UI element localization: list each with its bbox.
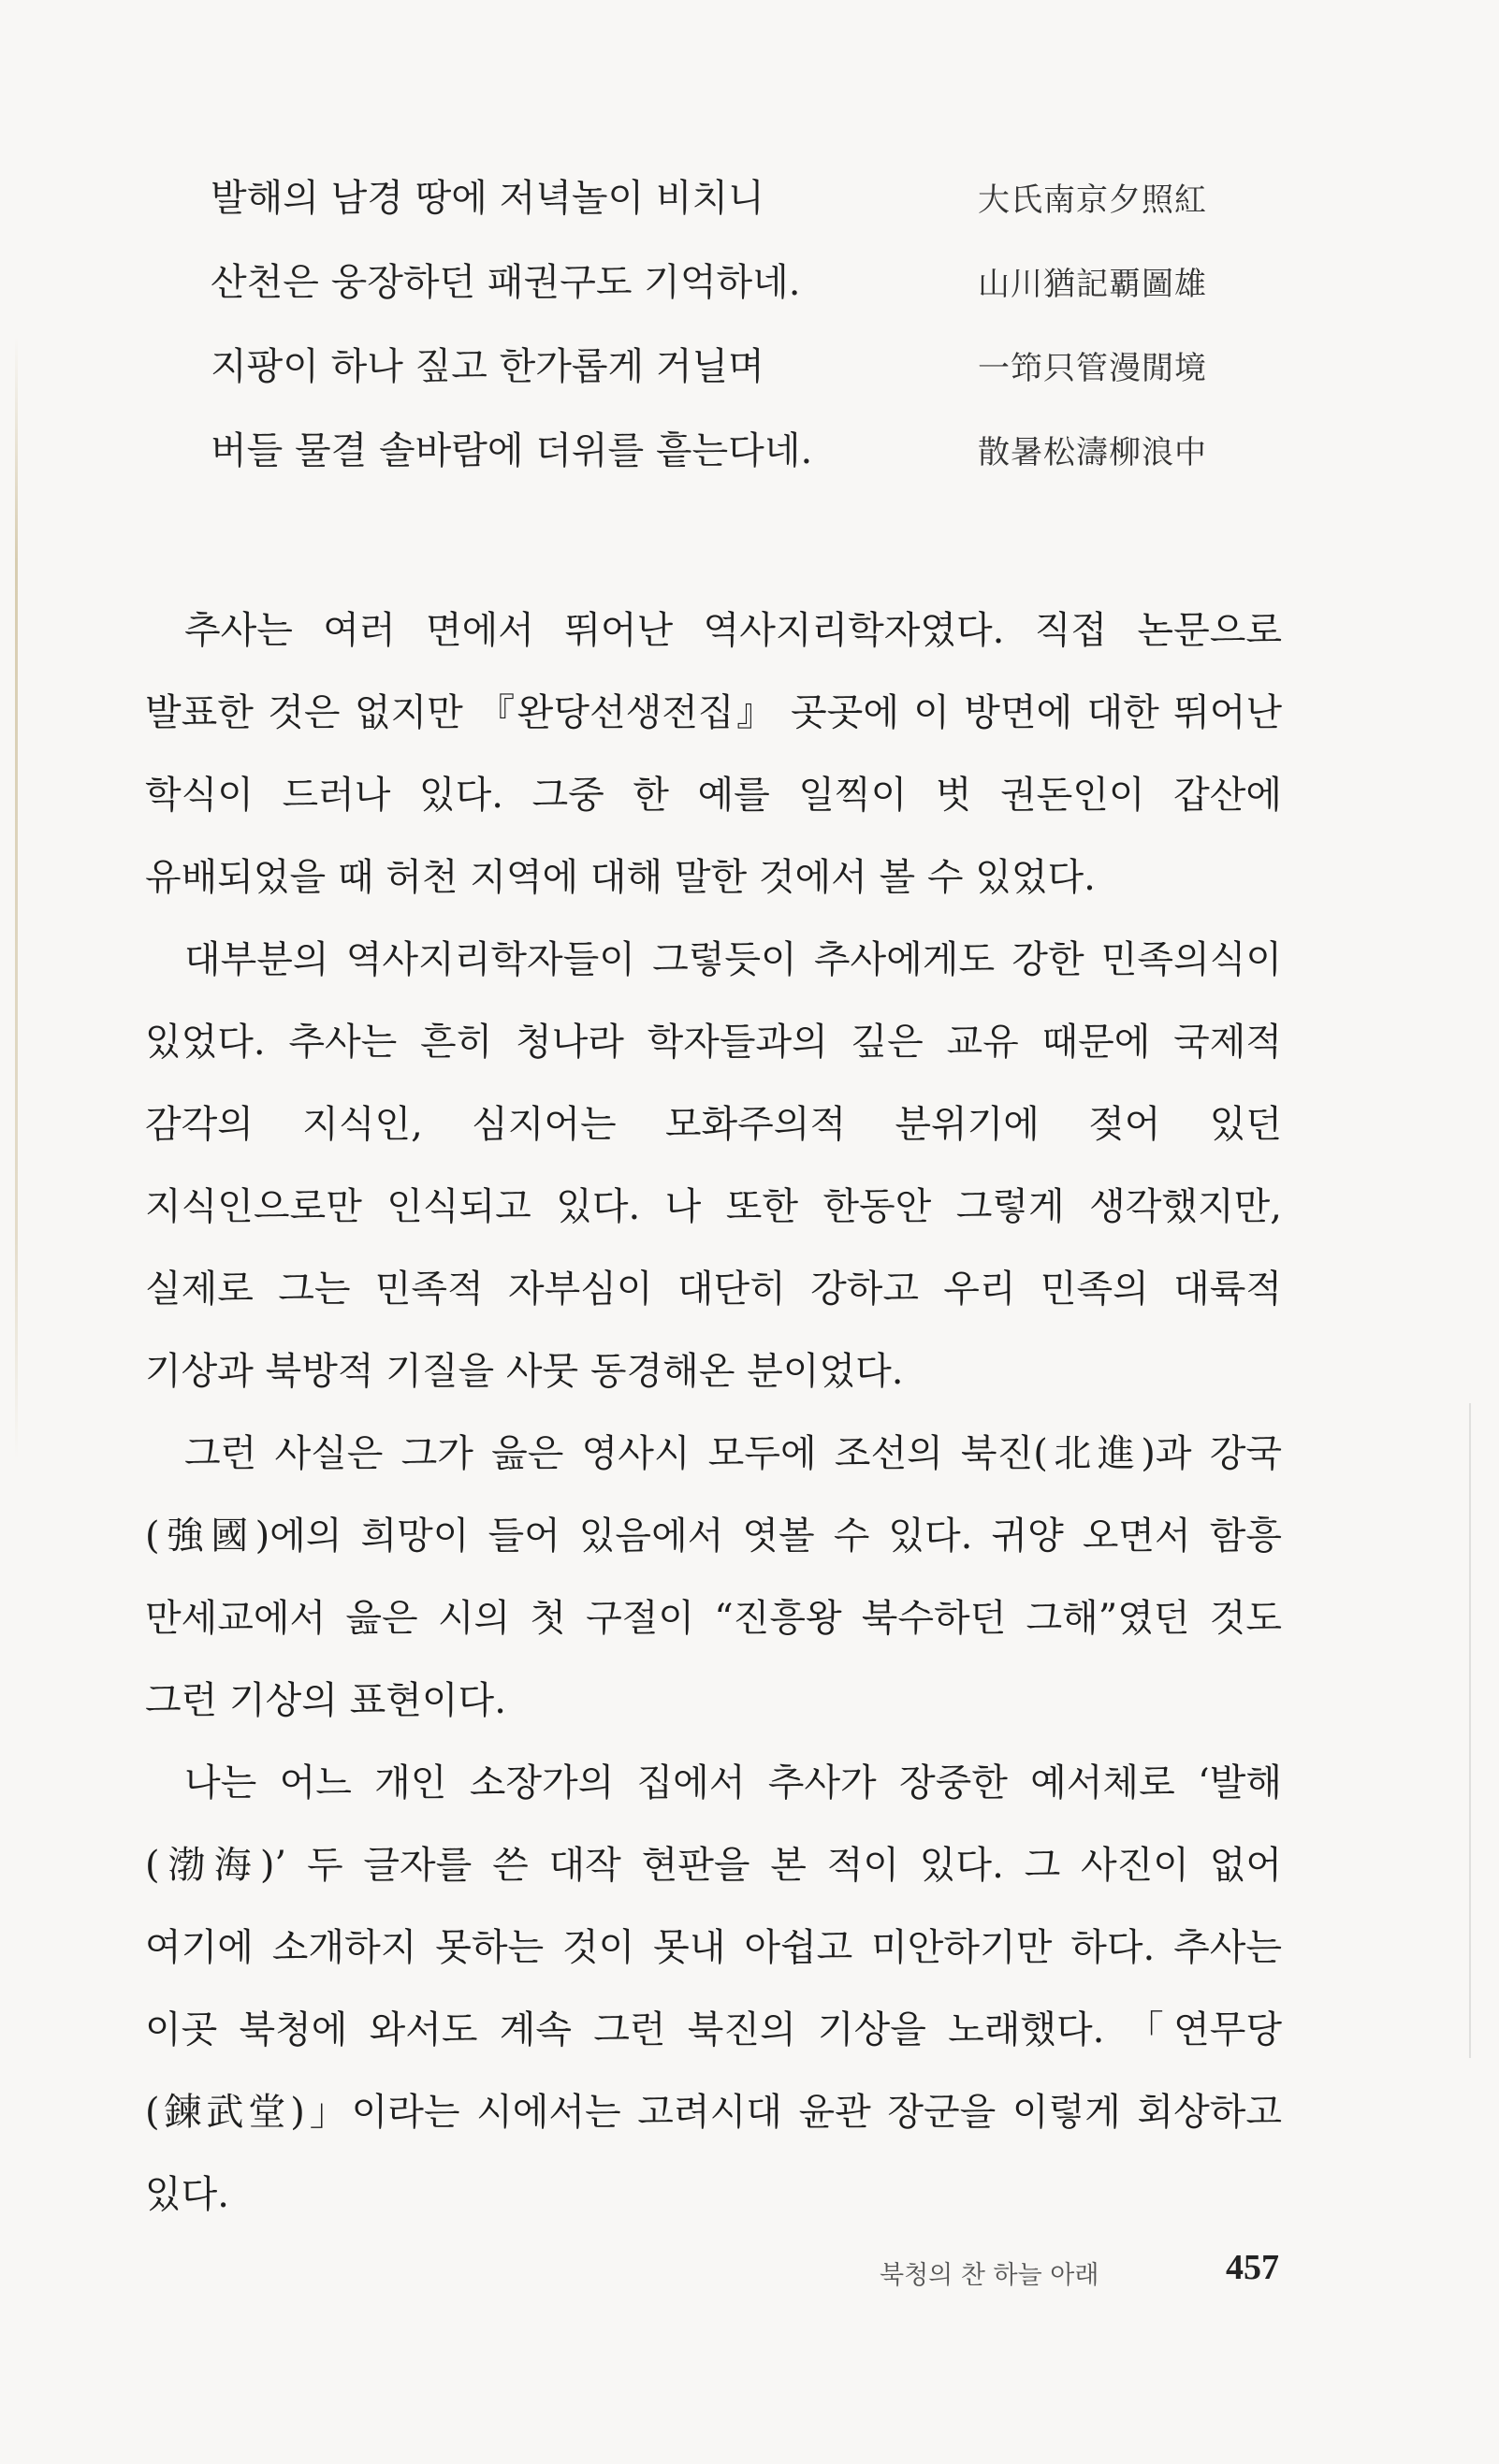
- poem-line: [211, 260, 1259, 344]
- poem-korean-line: 산천은 웅장하던 패권구도 기억하네.: [211, 261, 801, 304]
- poem-line: [211, 176, 1259, 260]
- paragraph: 대부분의 역사지리학자들이 그렇듯이 추사에게도 강한 민족의식이 있었다. 추사는 흔히 청나라 학자들과의 깊은 교유 때문에 국제적 감각의 지식인, 심지어는 모화주의적 분위기에 젖어 있던 지식인으로만 인식되고 있다. 나 또한 한동안 그렇게 생각했지만, 실제로 그는 민족적 자부심이 대단히 강하고 우리 민족의 대륙적 기상과 북방적 기질을 사뭇 동경해온 분이었다.: [145, 938, 1282, 1393]
- page-edge-shadow: [15, 337, 18, 1459]
- poem-korean-line: 지팡이 하나 짚고 한가롭게 거닐며: [211, 345, 764, 388]
- page-footer: [880, 2247, 1291, 2294]
- poem-line: [211, 344, 1259, 428]
- poem-hanja-line: 一笻只管漫閒境: [978, 350, 1207, 387]
- poem-line: [211, 428, 1259, 513]
- paragraph: 추사는 여러 면에서 뛰어난 역사지리학자였다. 직접 논문으로 발표한 것은 없지만 『완당선생전집』 곳곳에 이 방면에 대한 뛰어난 학식이 드러나 있다. 그중 한 예를 일찍이 벗 권돈인이 갑산에 유배되었을 때 허천 지역에 대해 말한 것에서 볼 수 있었다.: [145, 609, 1282, 899]
- paragraph: 그런 사실은 그가 읊은 영사시 모두에 조선의 북진(北進)과 강국(強國)에의 희망이 들어 있음에서 엿볼 수 있다. 귀양 오면서 함흥 만세교에서 읊은 시의 첫 구절이 “진흥왕 북수하던 그해”였던 것도 그런 기상의 표현이다.: [145, 1432, 1282, 1722]
- poem-hanja-line: 山川猶記覇圖雄: [978, 266, 1207, 303]
- running-footer-title: 북청의 찬 하늘 아래: [880, 2261, 1099, 2290]
- page-edge-line: [1469, 1403, 1471, 2058]
- poem-block: [211, 176, 1259, 513]
- poem-hanja-line: 大氏南京夕照紅: [978, 181, 1207, 219]
- poem-korean-line: 버들 물결 솔바람에 더위를 흩는다네.: [211, 429, 813, 472]
- body-text: [145, 589, 1282, 2236]
- poem-hanja-line: 散暑松濤柳浪中: [978, 434, 1207, 471]
- paragraph: 나는 어느 개인 소장가의 집에서 추사가 장중한 예서체로 ‘발해(渤海)’ 두 글자를 쓴 대작 현판을 본 적이 있다. 그 사진이 없어 여기에 소개하지 못하는 것이 못내 아쉽고 미안하기만 하다. 추사는 이곳 북청에 와서도 계속 그런 북진의 기상을 노래했다. 「연무당(鍊武堂)」이라는 시에서는 고려시대 윤관 장군을 이렇게 회상하고 있다.: [145, 1761, 1282, 2216]
- page-number: 457: [1226, 2248, 1279, 2287]
- poem-korean-line: 발해의 남경 땅에 저녁놀이 비치니: [211, 177, 764, 220]
